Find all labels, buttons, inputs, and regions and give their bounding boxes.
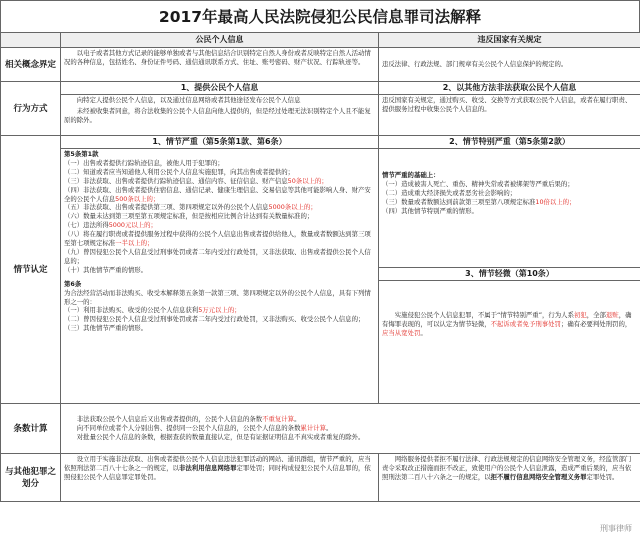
- esp-item-3: （三）数量或者数额达到前款第三项至第八项规定标准10倍以上的；: [382, 197, 576, 206]
- corner-cell: [1, 33, 61, 48]
- art5-item-1: （一）出售或者提供行踪轨迹信息，被他人用于犯罪的；: [64, 158, 224, 167]
- behavior-left-p2: 未经被收集者同意，将合法收集的公民个人信息向他人提供的，但是经过处理无法识别特定个人且不能复原的除外。: [64, 106, 371, 124]
- minor-title: 3、情节轻微（第10条）: [379, 267, 640, 281]
- threshold-500: 500条以上的；: [115, 194, 160, 203]
- behavior-left-p1: 向特定人提供公民个人信息，以及通过信息网络或者其他途径发布公民个人信息: [76, 96, 301, 104]
- counting-text: [61, 404, 640, 454]
- row-head-distinction: 与其他犯罪之划分: [1, 454, 61, 502]
- especially-serious-title: 2、情节特别严重（第5条第2款）: [379, 136, 640, 149]
- behavior-right: [379, 82, 640, 136]
- first-offender: 初犯: [573, 311, 587, 319]
- behavior-right-text: 违反国家有关规定，通过购买、收受、交换等方式获取公民个人信息，或者在履行职责、提供服务过程中收集公民个人信息的。: [382, 96, 632, 113]
- art5-item-6: （六）数量未达到第三项至第五项规定标准，但是按相应比例合计达到有关数量标准的；: [64, 212, 314, 221]
- row-head-counting: 条数计算: [1, 404, 61, 454]
- art5-item-10: （十）其他情节严重的情形。: [64, 265, 148, 274]
- page-title: 2017年最高人民法院侵犯公民信息罪司法解释: [0, 0, 640, 32]
- art6-item-2: （二）曾因侵犯公民个人信息受过刑事处罚或者二年内受过行政处罚，又非法购买、收受公民个人信息的；: [64, 315, 365, 324]
- row-head-circumstances: 情节认定: [1, 136, 61, 404]
- art6-intro: 为合法经营活动而非法购买、收受本解释第五条第一款第三项、第四项规定以外的公民个人信息，具有下列情形之一的：: [64, 288, 371, 306]
- especially-serious-block: [379, 149, 640, 267]
- column-header-personal-info: 公民个人信息: [61, 33, 379, 48]
- crime-refuse-security-duty: 拒不履行信息网络安全管理义务罪: [490, 472, 587, 481]
- threshold-5w: 5万元以上的；: [198, 306, 241, 315]
- concept-violation: 违反法律、行政法规、部门规章有关公民个人信息保护的规定的。: [379, 48, 640, 82]
- art5-item-7: （七）违法所得5000元以上的；: [64, 221, 157, 230]
- interpretation-table: [0, 32, 640, 502]
- threshold-half: 一半以上的；: [115, 239, 154, 248]
- no-double-count: 不重复计算: [262, 415, 295, 424]
- art6-item-3: （三）其他情节严重的情形。: [64, 324, 148, 333]
- circumstances-left: [61, 136, 379, 404]
- crime-illegal-use-network: 非法利用信息网络罪: [179, 463, 237, 472]
- esp-item-1: （一）造成被害人死亡、重伤、精神失常或者被绑架等严重后果的；: [382, 179, 574, 188]
- article5-title: 第5条第1款: [64, 150, 99, 158]
- behavior-right-title: 2、以其他方法非法获取公民个人信息: [379, 82, 640, 95]
- article6-title: 第6条: [64, 279, 82, 288]
- threshold-10x: 10倍以上的；: [535, 197, 576, 206]
- no-prosecution: 不起诉或者免予刑事处罚: [490, 319, 561, 328]
- row-head-behavior: 行为方式: [1, 82, 61, 136]
- art5-item-9: （九）曾因侵犯公民个人信息受过刑事处罚或者二年内受过行政处罚，又非法获取、出售或者提供公民个人信息的；: [64, 247, 371, 265]
- circumstances-right: [379, 136, 640, 404]
- return-stolen: 退赃: [605, 311, 619, 319]
- esp-item-2: （二）造成重大经济损失或者恶劣社会影响的；: [382, 188, 517, 197]
- threshold-50: 50条以上的；: [287, 176, 328, 185]
- article5-block: [61, 149, 378, 334]
- watermark: 刑事律师: [600, 524, 632, 533]
- esp-item-4: （四）其他情节特别严重的情形。: [382, 206, 478, 215]
- row-head-concepts: 相关概念界定: [1, 48, 61, 82]
- threshold-5000-yuan: 5000元以上的；: [108, 221, 157, 230]
- distinction-right: 网络服务提供者拒不履行法律、行政法规规定的信息网络安全管理义务，经监管部门责令采取改正措施而拒不改正，致使用户的公民个人信息泄露，造成严重后果的，应当依照刑法第二百八十六条之一的规定，以拒不履行信息网络安全管理义务罪定罪处罚。: [379, 454, 640, 502]
- distinction-left: 设立用于实施非法获取、出售或者提供公民个人信息违法犯罪活动的网站、通讯群组，情节严重的，应当依照刑法第二百八十七条之一的规定，以非法利用信息网络罪定罪处罚；同时构成侵犯公民个人信息罪的，依照侵犯公民个人信息罪定罪处罚。: [61, 454, 379, 502]
- especially-basis: 情节严重的基础上：: [382, 171, 440, 179]
- art5-item-2: （二）知道或者应当知道他人利用公民个人信息实施犯罪，向其出售或者提供的；: [64, 167, 295, 176]
- threshold-5000: 5000条以上的；: [268, 203, 317, 212]
- counting-rule-2: 向不同单位或者个人分别出售、提供同一公民个人信息的，公民个人信息的条数累计计算。: [76, 424, 333, 433]
- cumulative-count: 累计计算: [300, 424, 327, 433]
- lenient-punishment: 应当从宽处罚: [382, 328, 421, 337]
- art5-item-3: （三）非法获取、出售或者提供行踪轨迹信息、通信内容、征信信息、财产信息50条以上的；: [64, 176, 328, 185]
- column-header-violation: 违反国家有关规定: [379, 33, 640, 48]
- concept-personal-info: 以电子或者其他方式记录的能够单独或者与其他信息结合识别特定自然人身份或者反映特定自然人活动情况的各种信息，包括姓名、身份证件号码、通信通讯联系方式、住址、账号密码、财产状况、行踪轨迹等。: [61, 48, 379, 82]
- counting-rule-1: 非法获取公民个人信息后又出售或者提供的，公民个人信息的条数不重复计算。: [76, 415, 301, 424]
- counting-rule-3: 对批量公民个人信息的条数，根据查获的数量直接认定，但是有证据证明信息不真实或者重复的除外。: [76, 432, 365, 441]
- behavior-left-title: 1、提供公民个人信息: [61, 82, 378, 95]
- art5-item-8: （八）将在履行职责或者提供服务过程中获得的公民个人信息出售或者提供给他人，数量或者数额达到第三项至第七项规定标准一半以上的；: [64, 230, 371, 248]
- art5-item-4: （四）非法获取、出售或者提供住宿信息、通信记录、健康生理信息、交易信息等其他可能影响人身、财产安全的公民个人信息500条以上的；: [64, 185, 371, 203]
- art6-item-1: （一）利用非法购买、收受的公民个人信息获利5万元以上的；: [64, 306, 241, 315]
- minor-block: 实施侵犯公民个人信息犯罪，不属于“情节特别严重”，行为人系初犯，全部退赃，确有悔罪表现的，可以认定为情节轻微，不起诉或者免予刑事处罚；确有必要判处刑罚的，应当从宽处罚。: [382, 311, 632, 337]
- art5-item-5: （五）非法获取、出售或者提供第三项、第四项规定以外的公民个人信息5000条以上的；: [64, 203, 317, 212]
- behavior-left: [61, 82, 379, 136]
- serious-title: 1、情节严重（第5条第1款、第6条）: [61, 136, 378, 149]
